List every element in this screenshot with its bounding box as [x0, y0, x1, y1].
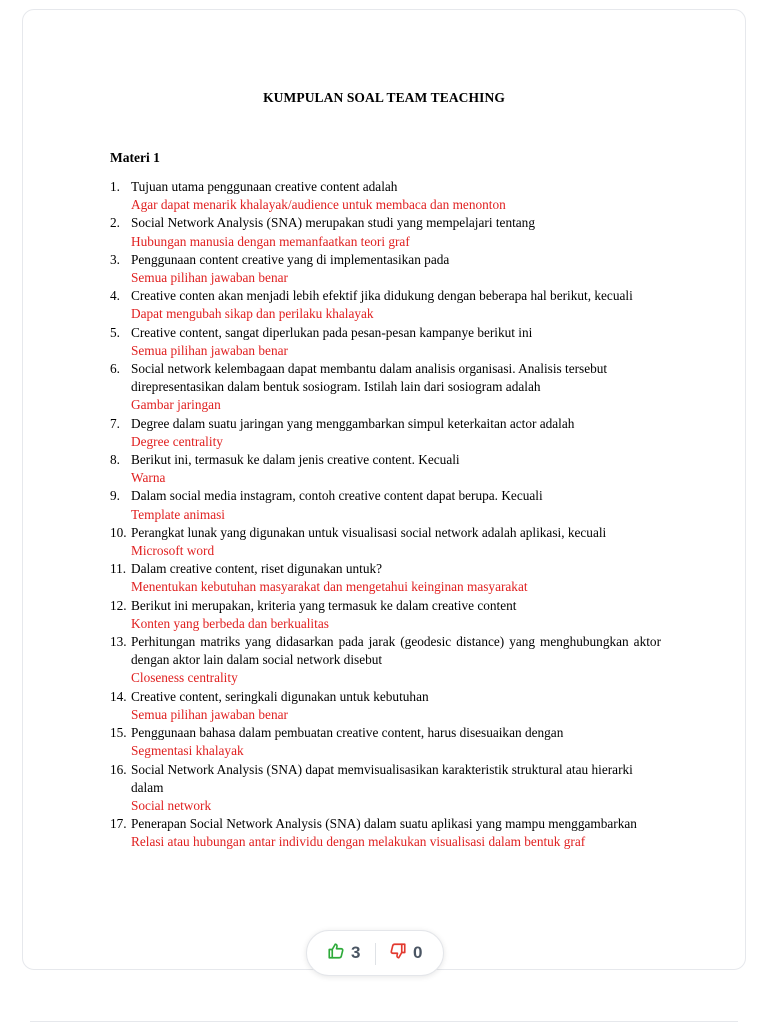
question-number: 13. [110, 634, 127, 650]
answer-text: Semua pilihan jawaban benar [131, 706, 288, 722]
question-item [110, 761, 661, 816]
question-number: 9. [110, 488, 120, 504]
answer-text: Agar dapat menarik khalayak/audience untuk membaca dan menonton [131, 197, 506, 213]
question-item [110, 287, 661, 323]
question-item [110, 451, 661, 487]
answer-text: Social network [131, 797, 212, 813]
question-text: Social Network Analysis (SNA) dapat memvisualisasikan karakteristik struktural atau hierarki dalam [131, 761, 633, 795]
question-number: 6. [110, 361, 120, 377]
answer-text: Konten yang berbeda dan berkualitas [131, 615, 329, 631]
question-number: 14. [110, 688, 127, 704]
question-item [110, 415, 661, 451]
question-item [110, 560, 661, 596]
question-number: 7. [110, 415, 120, 431]
question-number: 4. [110, 288, 120, 304]
question-item [110, 251, 661, 287]
question-item [110, 815, 661, 851]
question-number: 5. [110, 324, 120, 340]
upvote-count: 3 [351, 943, 361, 962]
vote-divider [375, 943, 376, 965]
question-text: Creative conten akan menjadi lebih efektif jika didukung dengan beberapa hal berikut, kecuali [131, 288, 633, 304]
question-item [110, 724, 661, 760]
document-title: KUMPULAN SOAL TEAM TEACHING [263, 90, 505, 105]
question-text: Penggunaan bahasa dalam pembuatan creative content, harus disesuaikan dengan [131, 725, 564, 741]
question-number: 10. [110, 524, 127, 540]
question-text: Dalam social media instagram, contoh creative content dapat berupa. Kecuali [131, 488, 543, 504]
question-text: Dalam creative content, riset digunakan untuk? [131, 561, 383, 577]
question-text: Degree dalam suatu jaringan yang menggambarkan simpul keterkaitan actor adalah [131, 415, 575, 431]
answer-text: Segmentasi khalayak [131, 743, 244, 759]
question-number: 12. [110, 597, 127, 613]
answer-text: Gambar jaringan [131, 397, 221, 413]
question-list [110, 178, 661, 852]
answer-text: Dapat mengubah sikap dan perilaku khalayak [131, 306, 374, 322]
question-text: Penggunaan content creative yang di implementasikan pada [131, 251, 450, 267]
question-number: 2. [110, 215, 120, 231]
question-item [110, 688, 661, 724]
answer-text: Template animasi [131, 506, 225, 522]
upvote-button[interactable] [327, 931, 360, 975]
question-number: 17. [110, 816, 127, 832]
question-text: Tujuan utama penggunaan creative content adalah [131, 179, 398, 194]
downvote-count: 0 [413, 943, 423, 962]
answer-text: Microsoft word [131, 543, 215, 559]
question-item [110, 633, 661, 688]
question-item [110, 214, 661, 250]
question-item [110, 178, 661, 214]
question-text: Berikut ini merupakan, kriteria yang termasuk ke dalam creative content [131, 597, 517, 613]
question-text: Perhitungan matriks yang didasarkan pada jarak (geodesic distance) yang menghubungkan aktor dengan aktor lain dalam social network disebut [131, 634, 661, 668]
question-item [110, 324, 661, 360]
answer-text: Semua pilihan jawaban benar [131, 270, 288, 286]
footer-divider [30, 1021, 738, 1022]
downvote-button[interactable] [389, 931, 422, 975]
question-number: 11. [110, 561, 127, 577]
question-text: Penerapan Social Network Analysis (SNA) dalam suatu aplikasi yang mampu menggambarkan [131, 816, 637, 832]
question-text: Creative content, seringkali digunakan untuk kebutuhan [131, 688, 429, 704]
question-item [110, 360, 661, 415]
question-item [110, 597, 661, 633]
vote-bar [306, 930, 444, 976]
question-number: 1. [110, 179, 120, 194]
question-text: Berikut ini, termasuk ke dalam jenis creative content. Kecuali [131, 452, 460, 468]
thumbs-up-icon [327, 942, 345, 965]
question-text: Social Network Analysis (SNA) merupakan studi yang mempelajari tentang [131, 215, 535, 231]
answer-text: Closeness centrality [131, 670, 238, 686]
answer-text: Hubungan manusia dengan memanfaatkan teori graf [131, 233, 410, 249]
question-text: Perangkat lunak yang digunakan untuk visualisasi social network adalah aplikasi, kecuali [131, 524, 607, 540]
answer-text: Relasi atau hubungan antar individu dengan melakukan visualisasi dalam bentuk graf [131, 834, 586, 850]
question-number: 15. [110, 725, 127, 741]
answer-text: Semua pilihan jawaban benar [131, 342, 288, 358]
thumbs-down-icon [389, 942, 407, 965]
answer-text: Warna [131, 470, 166, 486]
section-heading: Materi 1 [110, 150, 160, 165]
answer-text: Degree centrality [131, 433, 223, 449]
question-item [110, 487, 661, 523]
question-text: Creative content, sangat diperlukan pada pesan-pesan kampanye berikut ini [131, 324, 533, 340]
question-text: Social network kelembagaan dapat membantu dalam analisis organisasi. Analisis tersebut direpresentasikan dalam bentuk sosiogram. Istilah lain dari sosiogram adalah [131, 361, 608, 395]
question-number: 8. [110, 452, 120, 468]
question-item [110, 524, 661, 560]
question-number: 3. [110, 251, 120, 267]
answer-text: Menentukan kebutuhan masyarakat dan mengetahui keinginan masyarakat [131, 579, 528, 595]
question-number: 16. [110, 761, 127, 777]
